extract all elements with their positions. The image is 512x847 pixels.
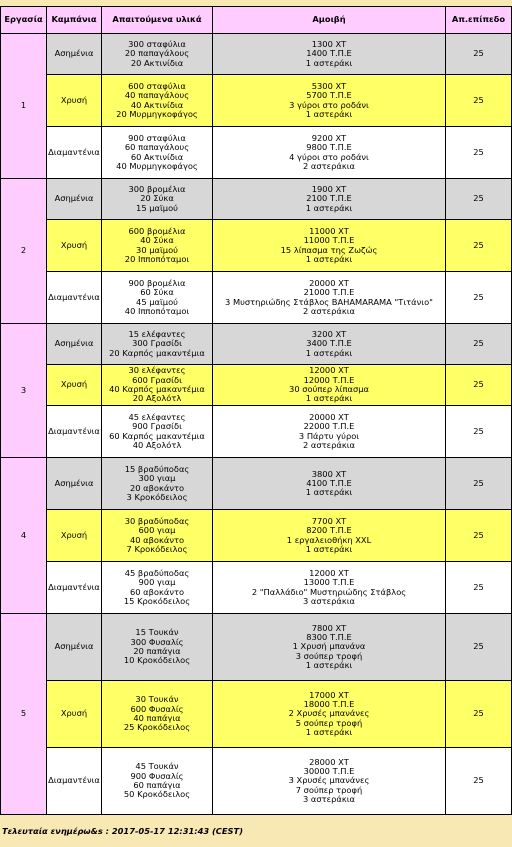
task-number: 5 — [1, 614, 47, 815]
level-cell: 25 — [446, 272, 512, 324]
material-line: 60 Σύκα — [140, 287, 174, 298]
reward-cell — [213, 75, 446, 127]
campaign-cell: Διαμαντένια — [47, 272, 102, 324]
material-line: 30 βραδύποδας — [124, 515, 190, 526]
reward-line: 1 αστεράκι — [305, 393, 353, 404]
table-row — [1, 365, 512, 406]
material-line: 40 παπάγια — [133, 713, 181, 723]
reward-cell — [213, 458, 446, 510]
reward-line: 11000 Τ.Π.Ε — [303, 235, 355, 246]
table-row — [1, 220, 512, 272]
material-line: 40 Καρπός μακαντέμια — [109, 384, 205, 394]
table-row — [1, 406, 512, 458]
level-cell: 25 — [446, 75, 512, 127]
reward-line: 5 σούπερ τροφή — [295, 717, 363, 728]
materials-cell — [102, 748, 213, 815]
task-number: 3 — [1, 324, 47, 458]
reward-line: 12000 ΧΤ — [309, 365, 349, 376]
reward-cell — [213, 562, 446, 614]
reward-line: 2100 Τ.Π.Ε — [306, 193, 352, 204]
material-line: 30 ελέφαντες — [128, 365, 186, 376]
materials-cell — [102, 220, 213, 272]
material-line: 900 σταφύλια — [128, 132, 186, 143]
material-line: 40 Αξολότλ — [132, 439, 182, 450]
reward-line: 1900 ΧΤ — [311, 184, 347, 195]
materials-cell — [102, 458, 213, 510]
material-line: 20 αβοκάντο — [129, 482, 185, 493]
level-cell: 25 — [446, 324, 512, 365]
reward-line: 20000 ΧΤ — [309, 277, 349, 288]
reward-line: 8200 Τ.Π.Ε — [306, 525, 352, 536]
table-row — [1, 34, 512, 75]
reward-line: 28000 ΧΤ — [309, 756, 349, 767]
materials-cell — [102, 681, 213, 748]
reward-line: 3 αστεράκια — [302, 595, 356, 606]
campaign-cell: Ασημένια — [47, 614, 102, 681]
reward-line: 9200 ΧΤ — [311, 132, 347, 143]
campaign-cell: Διαμαντένια — [47, 562, 102, 614]
material-line: 600 Φυσαλίς — [130, 703, 184, 714]
last-updated: Τελευταία ενημέρω&s : 2017-05-17 12:31:43 (CEST) — [2, 826, 243, 836]
reward-line: 1 εργαλειοθήκη XXL — [286, 534, 372, 545]
table-row — [1, 75, 512, 127]
material-line: 10 Κροκόδειλος — [123, 655, 191, 666]
material-line: 20 Ιπποπόταμοι — [124, 253, 190, 264]
reward-line: 1 αστεράκι — [305, 253, 353, 264]
reward-line: 7700 ΧΤ — [311, 515, 347, 526]
reward-cell — [213, 179, 446, 220]
material-line: 15 μαϊμού — [136, 202, 178, 213]
reward-line: 3 Πάρτυ γύροι — [298, 430, 360, 441]
tasks-table — [0, 6, 512, 815]
reward-line: 2 αστεράκια — [302, 160, 356, 171]
material-line: 20 Μυρμηγκοφάγος — [116, 108, 198, 119]
reward-line: 1 αστεράκι — [305, 659, 353, 670]
materials-cell — [102, 365, 213, 406]
material-line: 300 σταφύλια — [128, 39, 186, 50]
level-cell: 25 — [446, 34, 512, 75]
table-row — [1, 562, 512, 614]
materials-cell — [102, 324, 213, 365]
material-line: 3 Κροκόδειλος — [126, 491, 188, 502]
material-line: 20 Σύκα — [140, 193, 174, 204]
level-cell: 25 — [446, 179, 512, 220]
materials-cell — [102, 179, 213, 220]
reward-line: 1400 Τ.Π.Ε — [306, 48, 352, 59]
level-cell: 25 — [446, 220, 512, 272]
material-line: 60 Καρπός μακαντέμια — [109, 430, 205, 441]
reward-line: 11000 ΧΤ — [309, 225, 349, 236]
level-cell: 25 — [446, 562, 512, 614]
reward-line: 4100 Τ.Π.Ε — [306, 477, 352, 488]
reward-line: 1 αστεράκι — [305, 726, 353, 737]
material-line: 45 βραδύποδας — [124, 567, 190, 578]
material-line: 60 Ακτινίδια — [130, 151, 184, 162]
reward-line: 12000 ΧΤ — [309, 567, 349, 578]
reward-line: 3 γύροι στο ροδάνι — [289, 99, 369, 110]
reward-line: 1 αστεράκι — [305, 487, 353, 498]
material-line: 60 αβοκάντο — [129, 586, 185, 597]
material-line: 7 Κροκόδειλος — [126, 543, 188, 554]
header-row — [1, 7, 512, 34]
material-line: 45 μαϊμού — [136, 296, 178, 307]
header-task: Εργασία — [1, 7, 47, 34]
reward-line: 2 αστεράκια — [302, 439, 356, 450]
material-line: 15 Τουκάν — [135, 627, 179, 638]
material-line: 600 γιαμ — [138, 525, 176, 536]
materials-cell — [102, 272, 213, 324]
materials-cell — [102, 614, 213, 681]
reward-line: 4 γύροι στο ροδάνι — [289, 151, 369, 162]
table-row — [1, 458, 512, 510]
reward-line: 1 αστεράκι — [305, 202, 353, 213]
header-campaign: Καμπάνια — [47, 7, 102, 34]
material-line: 600 βρομέλια — [128, 225, 186, 236]
material-line: 40 αβοκάντο — [129, 534, 185, 545]
reward-line: 2 αστεράκια — [302, 305, 356, 316]
reward-cell — [213, 681, 446, 748]
materials-cell — [102, 127, 213, 179]
reward-cell — [213, 272, 446, 324]
level-cell: 25 — [446, 614, 512, 681]
reward-line: 3800 ΧΤ — [311, 468, 347, 479]
campaign-cell: Χρυσή — [47, 510, 102, 562]
material-line: 20 παπάγια — [133, 646, 181, 656]
reward-line: 1 αστεράκι — [305, 108, 353, 119]
reward-line: 20000 ΧΤ — [309, 411, 349, 422]
campaign-cell: Ασημένια — [47, 179, 102, 220]
tasks-body — [1, 34, 512, 815]
header-reward: Αμοιβή — [213, 7, 446, 34]
material-line: 300 βρομέλια — [128, 184, 186, 195]
reward-line: 21000 Τ.Π.Ε — [303, 287, 355, 298]
reward-line: 3400 Τ.Π.Ε — [306, 338, 352, 349]
reward-line: 5700 Τ.Π.Ε — [306, 90, 352, 101]
campaign-cell: Διαμαντένια — [47, 748, 102, 815]
campaign-cell: Ασημένια — [47, 458, 102, 510]
campaign-cell: Ασημένια — [47, 34, 102, 75]
level-cell: 25 — [446, 406, 512, 458]
reward-cell — [213, 406, 446, 458]
campaign-cell: Χρυσή — [47, 681, 102, 748]
campaign-cell: Χρυσή — [47, 75, 102, 127]
campaign-cell: Ασημένια — [47, 324, 102, 365]
table-row — [1, 272, 512, 324]
reward-line: 30000 Τ.Π.Ε — [303, 766, 355, 777]
reward-line: 2 Χρυσές μπανάνες — [288, 708, 370, 719]
table-row — [1, 681, 512, 748]
reward-line: 2 "Παλλάδιο" Μυστηριώδης Στάβλος — [251, 586, 407, 597]
reward-cell — [213, 127, 446, 179]
task-number: 4 — [1, 458, 47, 614]
material-line: 900 βρομέλια — [128, 277, 186, 288]
header-materials: Απαιτούμενα υλικά — [102, 7, 213, 34]
material-line: 40 Μυρμηγκοφάγος — [116, 160, 198, 171]
campaign-cell: Διαμαντένια — [47, 127, 102, 179]
reward-cell — [213, 365, 446, 406]
reward-line: 3 αστεράκια — [302, 793, 356, 804]
material-line: 45 ελέφαντες — [128, 411, 186, 422]
material-line: 15 Κροκόδειλος — [123, 595, 191, 606]
reward-line: 1 Χρυσή μπανάνα — [292, 641, 366, 652]
material-line: 30 μαϊμού — [136, 244, 178, 255]
reward-line: 1 αστεράκι — [305, 347, 353, 358]
material-line: 900 Γρασίδι — [132, 421, 182, 432]
reward-cell — [213, 748, 446, 815]
level-cell: 25 — [446, 748, 512, 815]
reward-line: 1 αστεράκι — [305, 57, 353, 68]
material-line: 60 παπάγια — [133, 780, 181, 790]
materials-cell — [102, 562, 213, 614]
reward-line: 7 σούπερ τροφή — [295, 784, 363, 795]
material-line: 20 Ακτινίδια — [130, 57, 184, 68]
reward-line: 1 αστεράκι — [305, 543, 353, 554]
material-line: 20 Αξολότλ — [132, 393, 182, 404]
reward-line: 22000 Τ.Π.Ε — [303, 421, 355, 432]
reward-line: 17000 ΧΤ — [309, 689, 349, 700]
material-line: 30 Τουκάν — [135, 694, 179, 705]
task-number: 2 — [1, 179, 47, 324]
task-number: 1 — [1, 34, 47, 179]
campaign-cell: Χρυσή — [47, 365, 102, 406]
material-line: 300 γιαμ — [138, 473, 176, 484]
table-row — [1, 324, 512, 365]
material-line: 40 Ιπποπόταμοι — [124, 305, 190, 316]
reward-line: 3 Χρυσές μπανάνες — [288, 775, 370, 786]
material-line: 60 παπαγάλους — [124, 142, 190, 153]
table-row — [1, 614, 512, 681]
campaign-cell: Διαμαντένια — [47, 406, 102, 458]
table-row — [1, 127, 512, 179]
reward-line: 18000 Τ.Π.Ε — [303, 699, 355, 710]
level-cell: 25 — [446, 458, 512, 510]
material-line: 40 παπαγάλους — [124, 90, 190, 101]
level-cell: 25 — [446, 681, 512, 748]
reward-line: 1300 ΧΤ — [311, 39, 347, 50]
header-level: Απ.επίπεδο — [446, 7, 512, 34]
material-line: 40 Ακτινίδια — [130, 99, 184, 110]
level-cell: 25 — [446, 510, 512, 562]
reward-line: 8300 Τ.Π.Ε — [306, 632, 352, 643]
reward-line: 3200 ΧΤ — [311, 329, 347, 340]
reward-line: 7800 ΧΤ — [311, 622, 347, 633]
material-line: 600 Γρασίδι — [132, 374, 182, 385]
table-row — [1, 748, 512, 815]
materials-cell — [102, 75, 213, 127]
reward-line: 12000 Τ.Π.Ε — [303, 374, 355, 385]
material-line: 15 ελέφαντες — [128, 329, 186, 340]
material-line: 40 Σύκα — [140, 235, 174, 246]
materials-cell — [102, 34, 213, 75]
reward-cell — [213, 34, 446, 75]
material-line: 600 σταφύλια — [128, 80, 186, 91]
reward-cell — [213, 324, 446, 365]
reward-line: 9800 Τ.Π.Ε — [306, 142, 352, 153]
material-line: 900 γιαμ — [138, 577, 176, 588]
reward-line: 3 σούπερ τροφή — [295, 650, 363, 661]
reward-cell — [213, 510, 446, 562]
material-line: 20 Καρπός μακαντέμια — [109, 347, 205, 358]
table-row — [1, 510, 512, 562]
material-line: 300 Γρασίδι — [132, 338, 182, 349]
level-cell: 25 — [446, 127, 512, 179]
materials-cell — [102, 510, 213, 562]
reward-cell — [213, 614, 446, 681]
materials-cell — [102, 406, 213, 458]
material-line: 25 Κροκόδειλος — [123, 722, 191, 733]
material-line: 20 παπαγάλους — [124, 48, 190, 59]
campaign-cell: Χρυσή — [47, 220, 102, 272]
table-row — [1, 179, 512, 220]
level-cell: 25 — [446, 365, 512, 406]
reward-cell — [213, 220, 446, 272]
reward-line: 3 Μυστηριώδης Στάβλος BAHAMARAMA "Τιτάνιο" — [225, 296, 433, 307]
reward-line: 15 λίπασμα της Ζωζώς — [280, 244, 378, 255]
material-line: 300 Φυσαλίς — [130, 636, 184, 647]
reward-line: 5300 ΧΤ — [311, 80, 347, 91]
reward-line: 30 σούπερ λίπασμα — [289, 384, 369, 394]
reward-line: 13000 Τ.Π.Ε — [303, 577, 355, 588]
material-line: 50 Κροκόδειλος — [123, 789, 191, 800]
material-line: 45 Τουκάν — [135, 761, 179, 772]
material-line: 900 Φυσαλίς — [130, 770, 184, 781]
material-line: 15 βραδύποδας — [124, 463, 190, 474]
